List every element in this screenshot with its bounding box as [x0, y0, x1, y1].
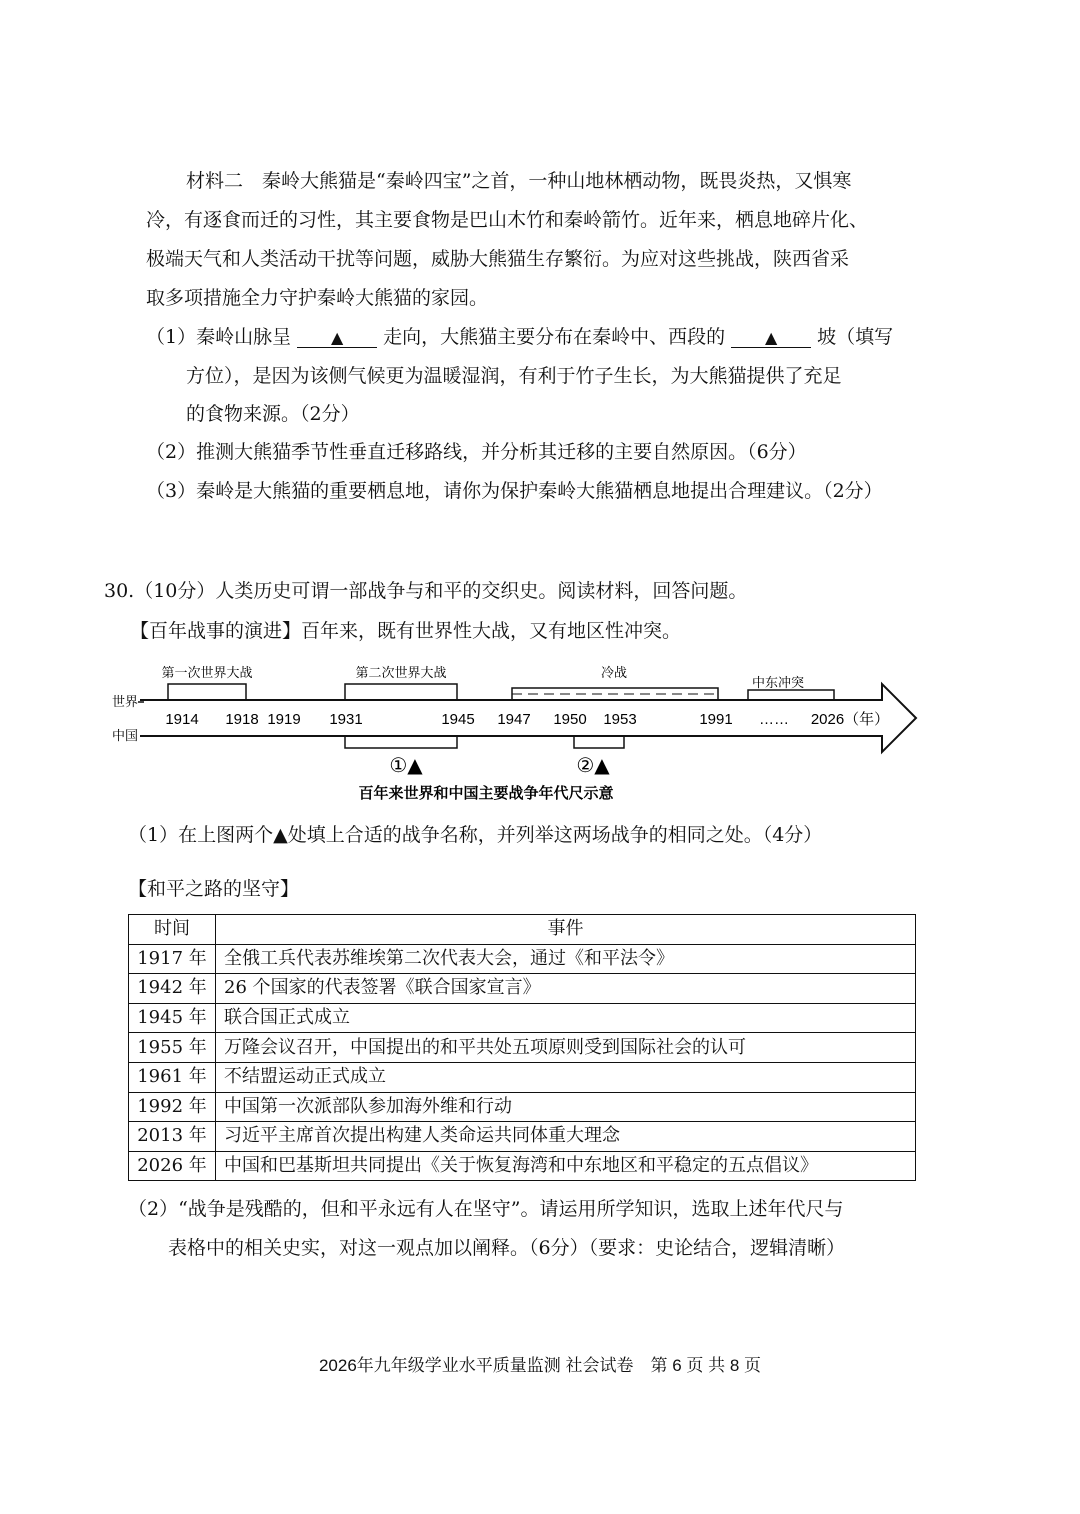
answer-blank-1[interactable] — [297, 328, 377, 348]
china-war-1: ①▲ — [389, 753, 423, 777]
q29-1-part-c: 坡（填写 — [817, 326, 894, 348]
war-timeline-figure — [100, 650, 940, 810]
row-event: 万隆会议召开，中国提出的和平共处五项原则受到国际社会的认可 — [216, 1033, 916, 1063]
table-row — [129, 1151, 916, 1181]
q30-section1-title: 【百年战事的演进】百年来，既有世界性大战，又有地区性冲突。 — [130, 620, 682, 642]
material2-line4: 取多项措施全力守护秦岭大熊猫的家园。 — [146, 287, 489, 309]
q29-1-part-b: 走向，大熊猫主要分布在秦岭中、西段的 — [383, 326, 726, 348]
year-label: 1991 — [699, 711, 733, 728]
year-label: 1945 — [441, 711, 475, 728]
year-label: 1919 — [267, 711, 301, 728]
header-event: 事件 — [216, 915, 916, 945]
table-row — [129, 1122, 916, 1152]
year-label: 2026（年） — [810, 711, 890, 728]
table-row — [129, 944, 916, 974]
mideast-bracket — [748, 690, 834, 700]
table-row — [129, 1062, 916, 1092]
q30-2-line2: 表格中的相关史实，对这一观点加以阐释。（6分）（要求：史论结合，逻辑清晰） — [168, 1237, 846, 1259]
ww2-bracket — [345, 684, 457, 700]
row-event: 不结盟运动正式成立 — [216, 1062, 916, 1092]
year-label: …… — [759, 711, 789, 728]
row-year: 1945 年 — [129, 1003, 216, 1033]
row-event: 26 个国家的代表签署《联合国家宣言》 — [216, 974, 916, 1004]
row-event: 联合国正式成立 — [216, 1003, 916, 1033]
header-time: 时间 — [129, 915, 216, 945]
table-row — [129, 1092, 916, 1122]
china-bracket-2 — [574, 736, 624, 748]
peace-events-table — [128, 914, 916, 1181]
q29-1-line3: 的食物来源。（2分） — [186, 403, 360, 425]
triangle-icon: ▲ — [764, 328, 778, 347]
row-event: 中国和巴基斯坦共同提出《关于恢复海湾和中东地区和平稳定的五点倡议》 — [216, 1151, 916, 1181]
cold-war-label: 冷战 — [600, 665, 628, 680]
table-row — [129, 974, 916, 1004]
q29-1-line2: 方位），是因为该侧气候更为温暖湿润，有利于竹子生长，为大熊猫提供了充足 — [186, 365, 842, 387]
row-year: 1992 年 — [129, 1092, 216, 1122]
year-label: 1953 — [603, 711, 637, 728]
q30-section2-title: 【和平之路的坚守】 — [128, 878, 300, 900]
row-year: 1961 年 — [129, 1062, 216, 1092]
year-labels — [165, 710, 889, 728]
material2-line1: 材料二 秦岭大熊猫是“秦岭四宝”之首，一种山地林栖动物，既畏炎热，又惧寒 — [186, 170, 852, 192]
ww1-label: 第一次世界大战 — [161, 665, 253, 680]
q29-2: （2）推测大熊猫季节性垂直迁移路线，并分析其迁移的主要自然原因。（6分） — [146, 441, 807, 463]
row-label-china: 中国 — [112, 729, 139, 744]
ww2-label: 第二次世界大战 — [355, 665, 447, 680]
page-footer: 2026年九年级学业水平质量监测 社会试卷 第 6 页 共 8 页 — [318, 1356, 762, 1375]
row-year: 1942 年 — [129, 974, 216, 1004]
ww1-bracket — [168, 684, 246, 700]
row-year: 1955 年 — [129, 1033, 216, 1063]
q29-3: （3）秦岭是大熊猫的重要栖息地，请你为保护秦岭大熊猫栖息地提出合理建议。（2分） — [146, 480, 883, 502]
year-label: 1918 — [225, 711, 259, 728]
q29-1-part-a: （1）秦岭山脉呈 — [146, 326, 292, 348]
material2-line2: 冷，有逐食而迁的习性，其主要食物是巴山木竹和秦岭箭竹。近年来，栖息地碎片化、 — [146, 209, 869, 231]
row-label-world: 世界 — [112, 695, 139, 710]
triangle-icon: ▲ — [330, 328, 344, 347]
row-year: 2013 年 — [129, 1122, 216, 1152]
q29-1-line1 — [146, 328, 893, 348]
timeline-caption: 百年来世界和中国主要战争年代尺示意 — [358, 784, 614, 802]
q30-header: 30.（10分）人类历史可谓一部战争与和平的交织史。阅读材料，回答问题。 — [104, 580, 748, 602]
row-year: 1917 年 — [129, 944, 216, 974]
china-bracket-1 — [345, 736, 457, 748]
answer-blank-2[interactable] — [731, 328, 811, 348]
year-label: 1931 — [329, 711, 363, 728]
row-event: 全俄工兵代表苏维埃第二次代表大会，通过《和平法令》 — [216, 944, 916, 974]
q30-1: （1）在上图两个▲处填上合适的战争名称，并列举这两场战争的相同之处。（4分） — [128, 824, 823, 846]
table-row — [129, 1033, 916, 1063]
year-label: 1947 — [497, 711, 531, 728]
q30-2-line1: （2）“战争是残酷的，但和平永远有人在坚守”。请运用所学知识，选取上述年代尺与 — [128, 1198, 844, 1220]
china-war-2: ②▲ — [576, 753, 610, 777]
table-row — [129, 1003, 916, 1033]
row-event: 习近平主席首次提出构建人类命运共同体重大理念 — [216, 1122, 916, 1152]
table-header-row — [129, 915, 916, 945]
year-label: 1914 — [165, 711, 199, 728]
row-year: 2026 年 — [129, 1151, 216, 1181]
row-event: 中国第一次派部队参加海外维和行动 — [216, 1092, 916, 1122]
year-label: 1950 — [553, 711, 587, 728]
mideast-label: 中东冲突 — [751, 675, 805, 690]
material2-line3: 极端天气和人类活动干扰等问题，威胁大熊猫生存繁衍。为应对这些挑战，陕西省采 — [146, 248, 850, 270]
